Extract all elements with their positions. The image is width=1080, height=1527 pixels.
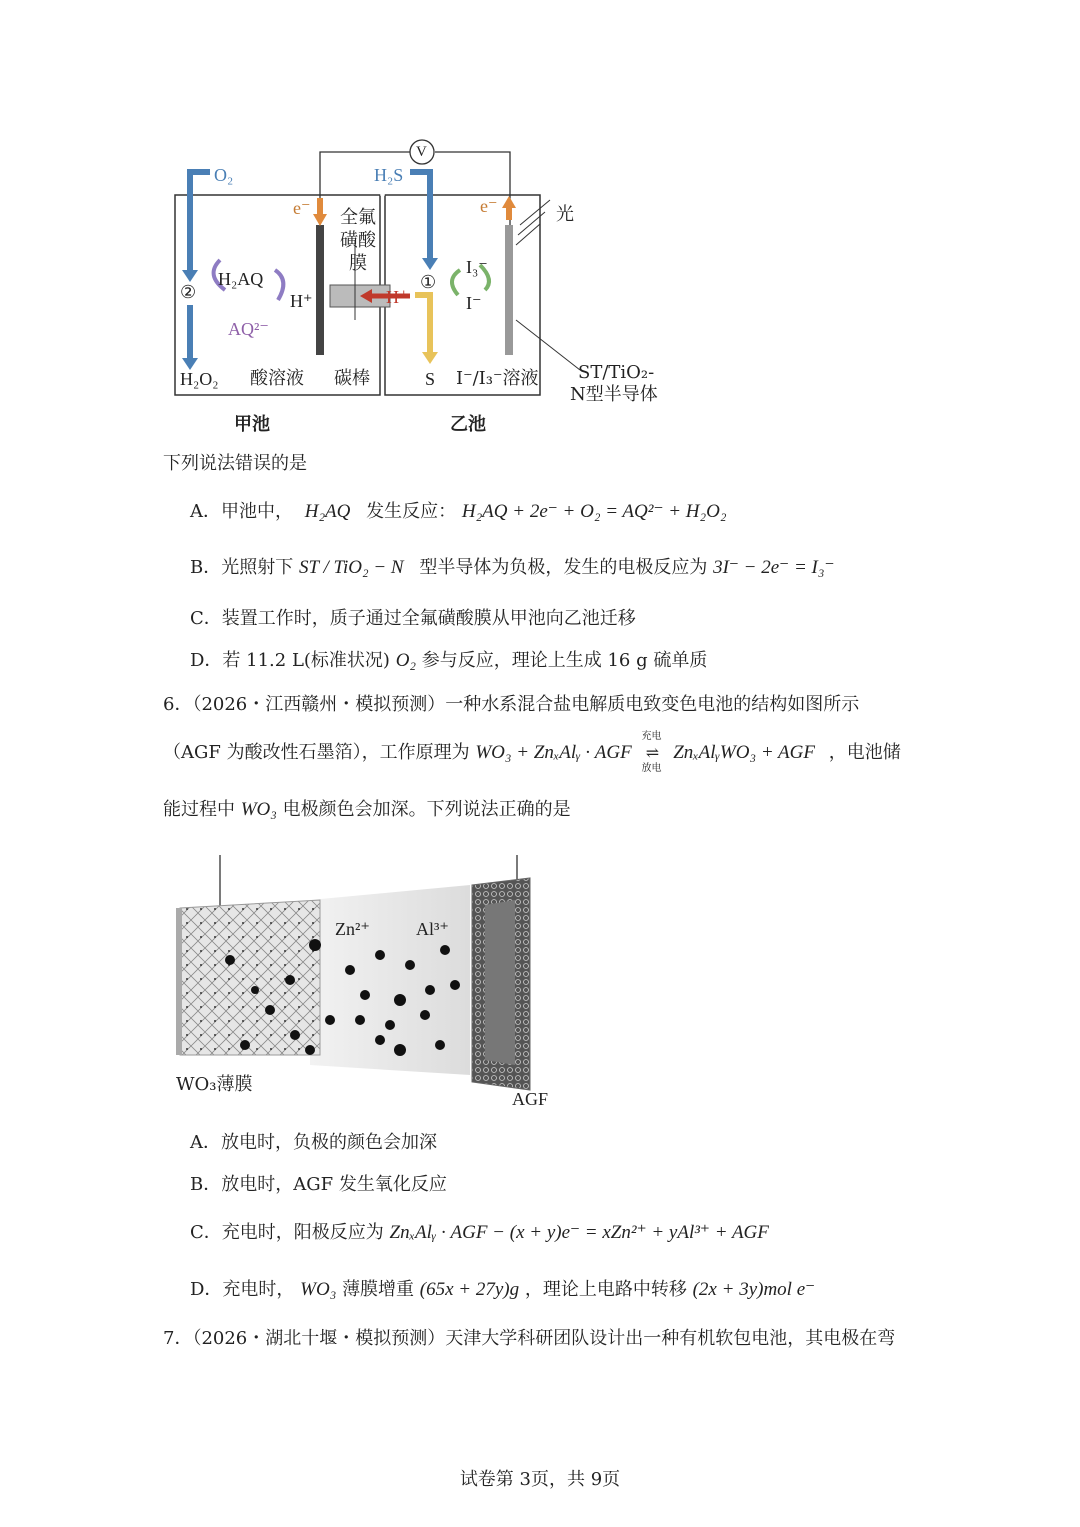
label-al: Al³⁺	[416, 919, 449, 939]
label-iminus: I⁻	[466, 293, 482, 313]
q6-line3-post: 电极颜色会加深。下列说法正确的是	[282, 799, 571, 820]
label-membrane-1: 全氟	[340, 207, 376, 228]
carbon-rod	[316, 225, 324, 355]
q6-d-pre: D．充电时，	[190, 1279, 295, 1300]
q6-d-formula3: (2x + 3y)mol e⁻	[692, 1279, 816, 1300]
label-e-left: e⁻	[293, 198, 311, 218]
page-footer: 试卷第 3页，共 9页	[459, 1469, 621, 1490]
q5-b-formula1: ST / TiO₂ − N	[298, 557, 404, 578]
q6-d-mid2: ，理论上电路中转移	[524, 1279, 687, 1300]
label-agf: AGF	[512, 1089, 549, 1109]
semiconductor	[505, 225, 513, 355]
q6-line3-formula: WO₃	[240, 799, 277, 820]
label-membrane-3: 膜	[349, 253, 367, 274]
label-wo3-film: WO₃薄膜	[176, 1074, 253, 1095]
label-semi-1: ST/TiO₂-	[578, 362, 655, 383]
q6-line2-post: ，电池储	[828, 742, 901, 763]
wo3-film	[180, 900, 320, 1055]
q6-formula-left: WO₃ + ZnₓAlᵧ · AGF	[475, 742, 632, 763]
q6-formula-right: ZnₓAlᵧWO₃ + AGF	[673, 742, 815, 763]
label-h2aq: H₂AQ	[218, 269, 264, 289]
q7-line1: 7．（2026・湖北十堰・模拟预测）天津大学科研团队设计出一种有机软包电池，其电极在弯	[163, 1328, 896, 1349]
label-step1: ①	[420, 272, 437, 293]
q5-a-formula2: H₂AQ + 2e⁻ + O₂ = AQ²⁻ + H₂O₂	[461, 501, 727, 522]
q6-line2	[163, 731, 901, 774]
q6-option-d	[190, 1277, 815, 1303]
q5-d-post: 参与反应，理论上生成 16 g 硫单质	[421, 650, 708, 671]
q5-d-pre: D．若 11.2 L(标准状况)	[190, 650, 390, 671]
label-acid: 酸溶液	[250, 368, 304, 389]
label-zn: Zn²⁺	[335, 919, 370, 939]
label-carbon: 碳棒	[334, 368, 370, 389]
label-h2o2: H₂O₂	[180, 369, 219, 389]
label-voltmeter: V	[416, 144, 427, 160]
label-light: 光	[556, 204, 574, 225]
q6-d-formula2: (65x + 27y)g	[419, 1279, 520, 1300]
q5-a-mid: 发生反应：	[366, 501, 457, 522]
battery-diagram	[170, 850, 590, 1110]
label-o2: O₂	[214, 165, 234, 185]
label-hplus-mid: H⁺	[386, 287, 409, 307]
label-i3: I₃⁻	[466, 257, 488, 277]
label-s: S	[425, 369, 436, 389]
q5-stem: 下列说法错误的是	[163, 453, 307, 474]
q6-line3	[163, 797, 571, 823]
q5-a-pre: A．甲池中，	[190, 501, 293, 522]
label-aq: AQ²⁻	[228, 319, 269, 339]
q5-option-b	[190, 555, 834, 581]
q5-option-c: C．装置工作时，质子通过全氟磺酸膜从甲池向乙池迁移	[190, 608, 636, 629]
q5-b-pre: B．光照射下	[190, 557, 294, 578]
label-membrane-2: 磺酸	[340, 230, 376, 251]
label-solution: I⁻/I₃⁻溶液	[456, 368, 539, 389]
q6-d-formula1: WO₃	[300, 1279, 337, 1300]
q6-option-b: B．放电时，AGF 发生氧化反应	[190, 1174, 447, 1195]
label-semi-2: N型半导体	[570, 384, 658, 405]
label-e-right: e⁻	[480, 196, 498, 216]
label-cell-b: 乙池	[450, 414, 486, 435]
q6-d-mid: 薄膜增重	[342, 1279, 415, 1300]
q6-option-c	[190, 1220, 769, 1246]
q5-b-mid: 型半导体为负极，发生的电极反应为	[419, 557, 708, 578]
q6-c-formula: ZnₓAlᵧ · AGF − (x + y)e⁻ = xZn²⁺ + yAl³⁺ + AGF	[389, 1222, 769, 1243]
q6-line2-pre: （AGF 为酸改性石墨箔），工作原理为	[163, 742, 470, 763]
q6-charge-label: 充电	[641, 731, 662, 742]
q5-b-formula2: 3I⁻ − 2e⁻ = I₃⁻	[713, 557, 835, 578]
q5-option-a	[190, 499, 726, 525]
q6-c-pre: C．充电时，阳极反应为	[190, 1222, 384, 1243]
label-cell-a: 甲池	[234, 414, 270, 435]
label-step2: ②	[180, 282, 197, 303]
q6-line3-pre: 能过程中	[163, 799, 235, 820]
q6-line1: 6．（2026・江西赣州・模拟预测）一种水系混合盐电解质电致变色电池的结构如图所示	[163, 694, 860, 715]
q6-option-a: A．放电时，负极的颜色会加深	[190, 1132, 437, 1153]
q6-discharge-label: 放电	[641, 763, 662, 774]
q6-equilibrium-arrow: 充电 ⇌ 放电	[637, 740, 667, 766]
q5-option-d	[190, 648, 707, 674]
label-hplus-left: H⁺	[290, 291, 313, 311]
label-h2s: H₂S	[374, 165, 404, 185]
q5-d-formula: O₂	[395, 650, 417, 671]
q5-a-formula1: H₂AQ	[304, 501, 351, 522]
